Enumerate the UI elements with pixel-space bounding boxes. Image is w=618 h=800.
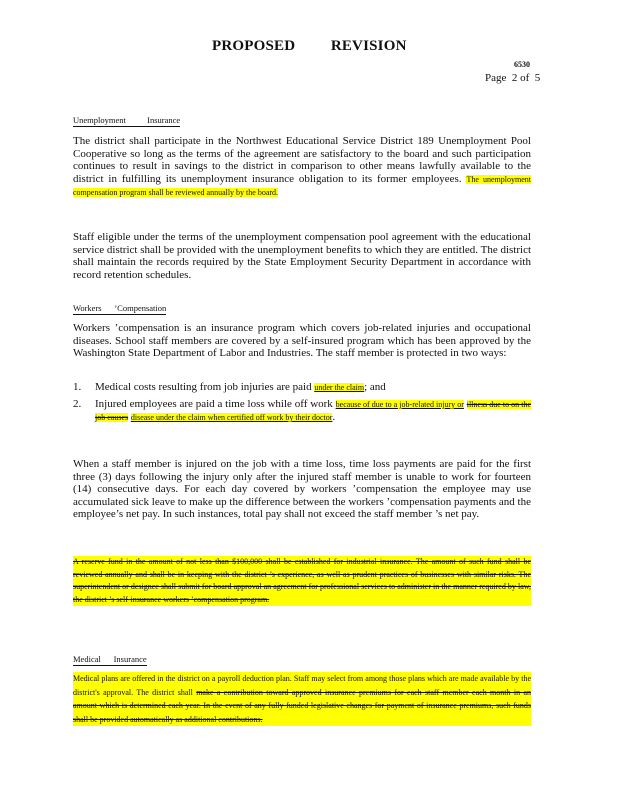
page-number: Page 2 of 5: [485, 72, 541, 84]
list-item-added: because of due to a job-related injury or: [335, 400, 464, 409]
medical-heading: Medical Insurance: [73, 654, 147, 664]
medical-paragraph: [73, 672, 531, 726]
list-item-number: 1.: [73, 381, 82, 393]
time-loss-paragraph: When a staff member is injured on the job with a time loss, time loss payments are paid for the first three (3) days following the injury only after the injured staff member is unable to work for fourteen (14) consecutive days. For each day covered by workers ’compensation the employee may use accumulated sick leave to make up the difference between the workers ’compensation payments and the employee’s net pay. In such instances, total pay shall not exceed the staff member ’s net pay.: [73, 458, 531, 520]
list-item: [73, 381, 531, 394]
list-item-end: .: [332, 411, 336, 423]
reserve-fund-struck-paragraph: A reserve fund in the amount of not less than $100,000 shall be established for industrial insurance. The amount of such fund shall be reviewed annually and shall be in keeping with the district ’s experience, as well as prudent practices of businesses with similar risks. The superintendent or designee shall submit for board approval an agreement for professional services to administer in the manner required by law, the district ’s self-insurance workers ’compensation program.: [73, 556, 531, 606]
medical-struck-text: make a contribution toward approved insurance premiums for each staff member each month in an amount which is determined each year. In the event of any fully funded legislative changes for payment of insurance premiums, such funds shall be provided automatically as additional contributions.: [73, 687, 531, 724]
medical-paragraph-text: Medical plans are offered in the district on a payroll deduction plan. Staff may select from among those plans which are made available by the district's approval. The district shall: [73, 674, 531, 697]
list-item-text: [95, 398, 531, 424]
unemployment-paragraph-1-text: The district shall participate in the Northwest Educational Service District 189 Unemployment Pool Cooperative so long as the terms of the agreement are satisfactory to the board and such participation continues to result in savings to the district in comparison to other means lawfully available to the district in fulfilling its unemployment insurance obligation to its former employees.: [73, 135, 531, 185]
unemployment-paragraph-1: [73, 135, 531, 199]
list-item-text: [95, 381, 531, 394]
workers-comp-heading: Workers ’Compensation: [73, 303, 167, 313]
list-item: [73, 398, 531, 424]
list-item-end: ; and: [364, 381, 386, 393]
unemployment-heading: Unemployment Insurance: [73, 115, 181, 125]
document-title: PROPOSED REVISION: [212, 38, 407, 54]
list-item-body: Medical costs resulting from job injuries are paid: [95, 381, 312, 393]
unemployment-paragraph-2: Staff eligible under the terms of the unemployment compensation pool agreement with the educational service district shall be provided with the unemployment benefits to which they are entitled. The district shall maintain the records required by the State Employment Security Department in accordance with record retention schedules.: [73, 231, 532, 281]
list-item-body: Injured employees are paid a time loss while off work: [95, 398, 333, 410]
workers-comp-list: [73, 381, 531, 428]
list-item-added: under the claim: [314, 383, 365, 392]
list-item-number: 2.: [73, 398, 82, 410]
list-item-added-2: disease under the claim when certified off work by their doctor: [130, 413, 333, 422]
workers-comp-intro: Workers ’compensation is an insurance program which covers job-related injuries and occupational diseases. School staff members are covered by a self-insured program which has been approved by the Washington State Department of Labor and Industries. The staff member is protected in two ways:: [73, 322, 531, 359]
unemployment-added-text: The unemployment compensation program shall be reviewed annually by the board.: [73, 174, 531, 197]
policy-number: 6530: [514, 60, 530, 69]
list-item-struck: illness due to on the job causes: [95, 400, 532, 422]
